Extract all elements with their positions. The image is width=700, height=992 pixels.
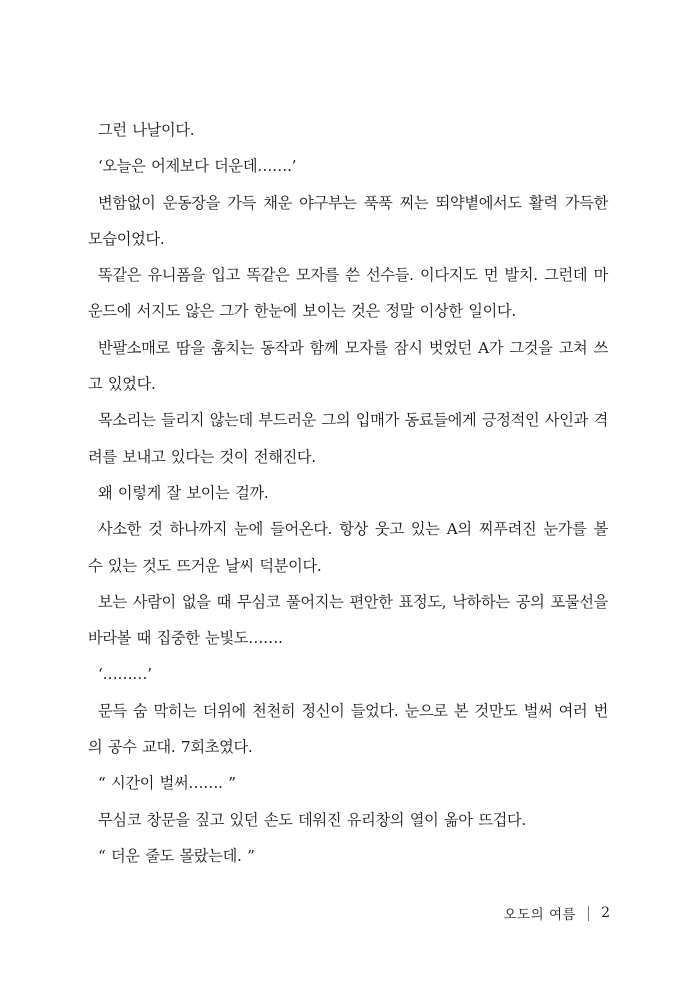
paragraph: 문득 숨 막히는 더위에 천천히 정신이 들었다. 눈으로 본 것만도 벌써 여러 번의 공수 교대. 7회초였다. (88, 701, 608, 757)
paragraph: 사소한 것 하나까지 눈에 들어온다. 항상 웃고 있는 A의 찌푸려진 눈가를 볼 수 있는 것도 뜨거운 날씨 덕분이다. (88, 520, 608, 575)
paragraph: 보는 사람이 없을 때 무심코 풀어지는 편안한 표정도, 낙하하는 공의 포물선을 바라볼 때 집중한 눈빛도……. (88, 592, 608, 648)
paragraph: ‘오늘은 어제보다 더운데…….’ (98, 157, 297, 176)
paragraph: 변함없이 운동장을 가득 채운 야구부는 푹푹 찌는 뙤약볕에서도 활력 가득한 모습이었다. (88, 193, 608, 248)
paragraph: 반팔소매로 땀을 훔치는 동작과 함께 모자를 잠시 벗었던 A가 그것을 고쳐 쓰고 있었다. (88, 338, 608, 394)
paragraph: 그런 나날이다. (98, 121, 195, 139)
page-number: 2 (601, 905, 610, 921)
paragraph: 똑같은 유니폼을 입고 똑같은 모자를 쓴 선수들. 이다지도 먼 발치. 그런데 마운드에 서지도 않은 그가 한눈에 보이는 것은 정말 이상한 일이다. (88, 266, 608, 321)
body-text (88, 112, 608, 874)
footer-divider (588, 906, 589, 921)
paragraph: ‘………’ (98, 665, 152, 684)
footer-book-title: 오도의 여름 (503, 907, 577, 923)
page-footer (504, 903, 610, 923)
paragraph: 왜 이렇게 잘 보이는 걸까. (98, 483, 269, 502)
paragraph: 목소리는 들리지 않는데 부드러운 그의 입매가 동료들에게 긍정적인 사인과 격려를 보내고 있다는 것이 전해진다. (88, 411, 608, 466)
paragraph: “ 더운 줄도 몰랐는데. ” (98, 846, 255, 865)
paragraph: “ 시간이 벌써……. ” (98, 774, 236, 793)
paragraph: 무심코 창문을 짚고 있던 손도 데워진 유리창의 열이 옮아 뜨겁다. (98, 810, 526, 829)
